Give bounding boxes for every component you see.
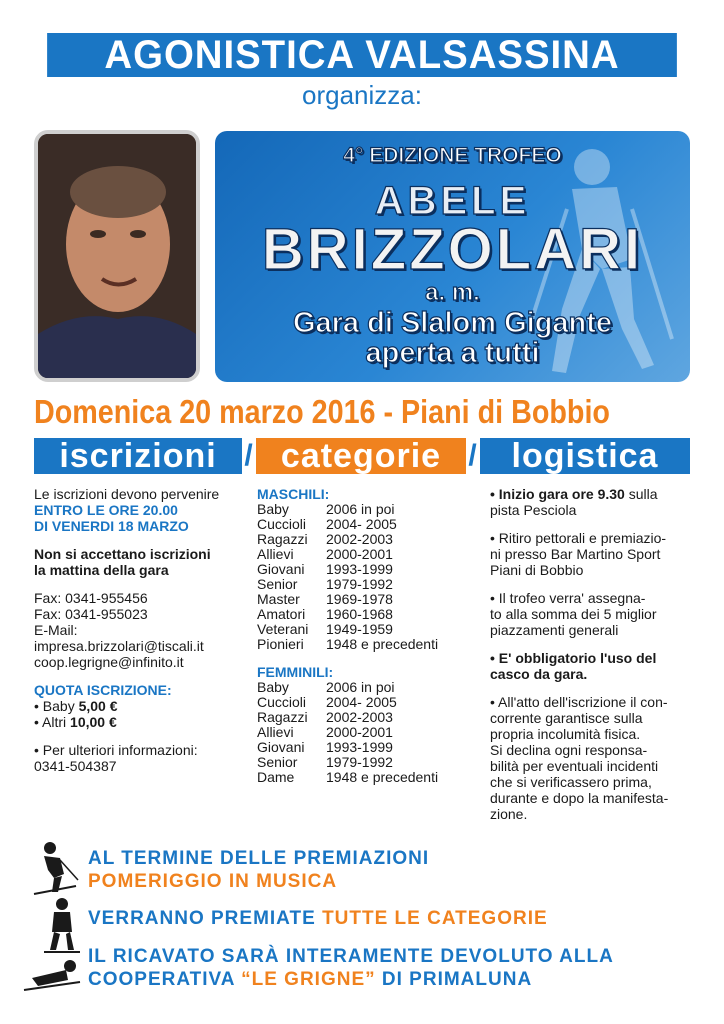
category-years: 2004- 2005 xyxy=(326,694,397,710)
category-row xyxy=(257,517,467,532)
trofeo-info-2: to alla somma dei 5 miglior xyxy=(490,606,657,622)
category-years: 1949-1959 xyxy=(326,621,393,637)
femminili-title: FEMMINILI: xyxy=(257,664,334,680)
category-name: Baby xyxy=(257,501,289,517)
disclaimer-4: durante e dopo la manifesta- xyxy=(490,790,669,806)
edition-label: 4° EDIZIONE TROFEO xyxy=(343,144,562,167)
ritiro-info-2: ni presso Bar Martino Sport xyxy=(490,546,661,562)
event-date: Domenica 20 marzo 2016 - Piani di Bobbio xyxy=(34,393,610,430)
race-start-track: pista Pesciola xyxy=(490,502,577,518)
section-divider: / xyxy=(242,438,256,474)
disclaimer-2: bilità per eventuali incidenti xyxy=(490,758,659,774)
bottom-announcements xyxy=(0,830,724,1020)
music-line: POMERIGGIO IN MUSICA xyxy=(88,871,338,892)
liability-note-2: corrente garantisce sulla xyxy=(490,710,643,726)
trophy-first-name: ABELE xyxy=(374,179,531,223)
category-name: Senior xyxy=(257,754,298,770)
race-start-info: • Inizio gara ore 9.30 sulla xyxy=(490,486,658,502)
quota-altri: • Altri 10,00 € xyxy=(34,714,117,730)
portrait-photo xyxy=(34,130,200,382)
liability-note: • All'atto dell'iscrizione il con- xyxy=(490,694,668,710)
category-years: 2002-2003 xyxy=(326,709,393,725)
in-memoriam-label: a. m. xyxy=(425,279,480,306)
category-name: Giovani xyxy=(257,561,305,577)
category-name: Dame xyxy=(257,769,295,785)
trophy-panel xyxy=(215,131,690,382)
category-row xyxy=(257,622,467,637)
category-row xyxy=(257,680,467,695)
category-years: 2000-2001 xyxy=(326,546,393,562)
no-morning-note: Non si accettano iscrizioni xyxy=(34,546,211,562)
category-years: 2002-2003 xyxy=(326,531,393,547)
email-label: E-Mail: xyxy=(34,622,78,638)
category-row xyxy=(257,502,467,517)
premiazioni-line: AL TERMINE DELLE PREMIAZIONI xyxy=(88,848,430,869)
category-row xyxy=(257,607,467,622)
category-row xyxy=(257,770,467,785)
categorie-column xyxy=(257,486,467,785)
iscrizioni-column xyxy=(34,486,256,774)
category-name: Baby xyxy=(257,679,289,695)
email-address-1: impresa.brizzolari@tiscali.it xyxy=(34,638,204,654)
category-name: Allievi xyxy=(257,546,294,562)
category-name: Giovani xyxy=(257,739,305,755)
category-name: Allievi xyxy=(257,724,294,740)
quota-title: QUOTA ISCRIZIONE: xyxy=(34,682,172,698)
category-name: Veterani xyxy=(257,621,309,637)
category-years: 1979-1992 xyxy=(326,754,393,770)
category-row xyxy=(257,562,467,577)
category-years: 1979-1992 xyxy=(326,576,393,592)
quota-baby-price: 5,00 € xyxy=(78,698,118,714)
maschili-title: MASCHILI: xyxy=(257,486,330,502)
section-logistica: logistica xyxy=(480,438,690,474)
proceeds-line: IL RICAVATO SARÀ INTERAMENTE DEVOLUTO ALLA xyxy=(88,946,614,967)
section-divider: / xyxy=(466,438,480,474)
category-years: 1993-1999 xyxy=(326,739,393,755)
category-row xyxy=(257,710,467,725)
category-name: Amatori xyxy=(257,606,306,622)
trofeo-info: • Il trofeo verra' assegna- xyxy=(490,590,646,606)
category-years: 2004- 2005 xyxy=(326,516,397,532)
category-name: Ragazzi xyxy=(257,531,308,547)
skier-icon xyxy=(22,956,82,996)
femminili-list xyxy=(257,680,467,785)
trophy-last-name: BRIZZOLARI xyxy=(261,217,644,282)
category-row xyxy=(257,740,467,755)
helmet-requirement: • E' obbligatorio l'uso del xyxy=(490,650,657,666)
category-row xyxy=(257,577,467,592)
category-years: 1948 e precedenti xyxy=(326,769,439,785)
deadline-time: ENTRO LE ORE 20.00 xyxy=(34,502,178,518)
proceeds-line-2: COOPERATIVA “LE GRIGNE” DI PRIMALUNA xyxy=(88,969,533,990)
race-open-label: aperta a tutti xyxy=(365,337,540,369)
iscrizioni-intro: Le iscrizioni devono pervenire xyxy=(34,486,220,502)
disclaimer-1: Si declina ogni responsa- xyxy=(490,742,648,758)
category-row xyxy=(257,532,467,547)
fax-number-1: Fax: 0341-955456 xyxy=(34,590,148,606)
logistica-column xyxy=(490,486,695,822)
awards-line: VERRANNO PREMIATE TUTTE LE CATEGORIE xyxy=(88,908,548,929)
ritiro-info: • Ritiro pettorali e premiazio- xyxy=(490,530,667,546)
deadline-day: DI VENERDI 18 MARZO xyxy=(34,518,189,534)
trofeo-info-3: piazzamenti generali xyxy=(490,622,619,638)
category-name: Pionieri xyxy=(257,636,304,652)
section-iscrizioni: iscrizioni xyxy=(34,438,242,474)
cooperative-name: “LE GRIGNE” xyxy=(241,969,376,990)
info-phone: 0341-504387 xyxy=(34,758,117,774)
category-years: 2006 in poi xyxy=(326,501,395,517)
category-name: Senior xyxy=(257,576,298,592)
category-row xyxy=(257,695,467,710)
helmet-requirement-2: casco da gara. xyxy=(490,666,588,682)
category-years: 2000-2001 xyxy=(326,724,393,740)
liability-note-3: propria incolumità fisica. xyxy=(490,726,641,742)
category-years: 1993-1999 xyxy=(326,561,393,577)
organizer-banner: AGONISTICA VALSASSINA xyxy=(47,33,677,77)
section-header-bar xyxy=(34,438,690,474)
disclaimer-5: zione. xyxy=(490,806,528,822)
skier-icon xyxy=(38,896,86,954)
quota-altri-price: 10,00 € xyxy=(70,714,117,730)
disclaimer-3: che si verificassero prima, xyxy=(490,774,652,790)
fax-number-2: Fax: 0341-955023 xyxy=(34,606,148,622)
organizza-label: organizza: xyxy=(302,80,422,110)
category-row xyxy=(257,755,467,770)
awards-highlight: TUTTE LE CATEGORIE xyxy=(322,908,548,929)
category-years: 1948 e precedenti xyxy=(326,636,439,652)
category-years: 2006 in poi xyxy=(326,679,395,695)
no-morning-note-2: la mattina della gara xyxy=(34,562,169,578)
category-name: Master xyxy=(257,591,300,607)
maschili-list xyxy=(257,502,467,652)
ritiro-info-3: Piani di Bobbio xyxy=(490,562,584,578)
info-label: • Per ulteriori informazioni: xyxy=(34,742,198,758)
section-categorie: categorie xyxy=(256,438,466,474)
email-address-2: coop.legrigne@infinito.it xyxy=(34,654,184,670)
category-name: Cuccioli xyxy=(257,694,307,710)
skier-icon xyxy=(30,840,82,896)
category-row xyxy=(257,592,467,607)
race-type-label: Gara di Slalom Gigante xyxy=(292,307,613,339)
category-years: 1969-1978 xyxy=(326,591,393,607)
category-row xyxy=(257,637,467,652)
category-years: 1960-1968 xyxy=(326,606,393,622)
category-row xyxy=(257,725,467,740)
category-name: Cuccioli xyxy=(257,516,307,532)
quota-baby: • Baby 5,00 € xyxy=(34,698,118,714)
category-row xyxy=(257,547,467,562)
category-name: Ragazzi xyxy=(257,709,308,725)
